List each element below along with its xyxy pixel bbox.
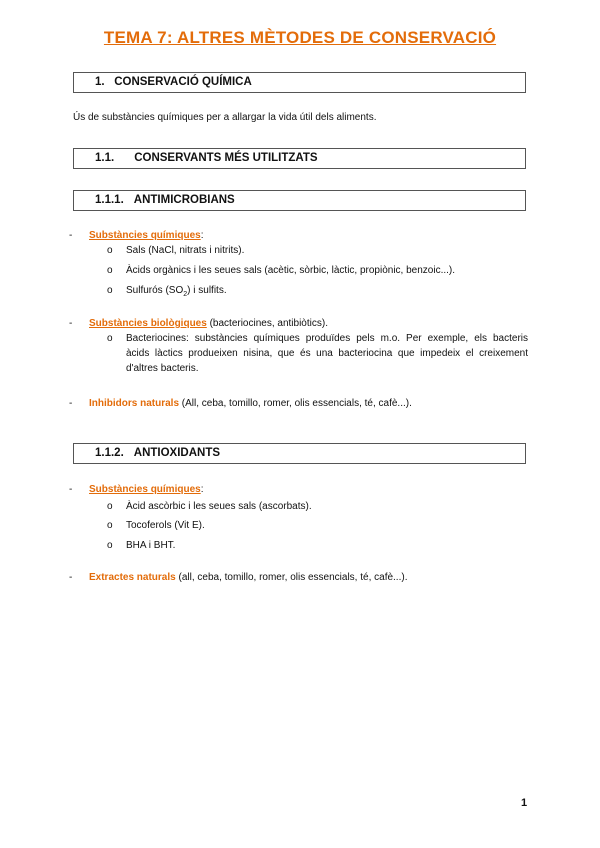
group-label: Substàncies químiques: [89, 230, 201, 241]
dash-bullet: -: [69, 318, 73, 329]
sub-list-item: Àcid ascòrbic i les seues sals (ascorbats).: [126, 501, 312, 512]
dash-bullet: -: [69, 484, 73, 495]
section-heading-1-1-1: [73, 190, 526, 211]
list-item: [89, 396, 412, 411]
group-label: Substàncies biològiques: [89, 318, 207, 329]
o-bullet: o: [107, 540, 113, 551]
group-label: Extractes naturals: [89, 572, 176, 583]
group-suffix: (all, ceba, tomillo, romer, olis essencials, té, cafè...).: [175, 572, 408, 583]
dash-bullet: -: [69, 572, 73, 583]
section-heading-1-1: [73, 148, 526, 169]
group-suffix: (All, ceba, tomillo, romer, olis essencials, té, cafè...).: [179, 398, 412, 409]
o-bullet: o: [107, 333, 113, 344]
group-label: Inhibidors naturals: [89, 398, 180, 409]
text-line: d'altres bacteris.: [126, 363, 199, 374]
list-item: [89, 482, 203, 497]
sub-list-item: BHA i BHT.: [126, 540, 176, 551]
list-item: [89, 570, 407, 585]
list-item: [89, 228, 203, 243]
sub-list-item: Sals (NaCl, nitrats i nitrits).: [126, 245, 245, 256]
sub-list-item: Tocoferols (Vit E).: [126, 520, 205, 531]
o-bullet: o: [107, 501, 113, 512]
text-line: àcids làctics produeixen nisina, que és una bacteriocina que impedeix el creixement: [126, 348, 528, 359]
o-bullet: o: [107, 265, 113, 276]
section-label: CONSERVANTS MÉS UTILITZATS: [134, 152, 318, 164]
o-bullet: o: [107, 285, 113, 296]
section-number: 1.: [95, 76, 105, 88]
section-heading-1-1-2: [73, 443, 526, 464]
section-number: 1.1.: [95, 152, 115, 164]
intro-text: Ús de substàncies químiques per a allargar la vida útil dels aliments.: [73, 112, 377, 123]
formula-subscript: 2: [183, 291, 188, 298]
page-title: TEMA 7: ALTRES MÈTODES DE CONSERVACIÓ: [103, 28, 497, 47]
group-suffix: :: [200, 230, 204, 241]
dash-bullet: -: [69, 398, 73, 409]
sub-list-item: Àcids orgànics i les seues sals (acètic, sòrbic, làctic, propiònic, benzoic...).: [126, 265, 456, 276]
group-label: Substàncies químiques: [89, 484, 201, 495]
section-heading-1: [73, 72, 526, 93]
o-bullet: o: [107, 520, 113, 531]
section-label: ANTIOXIDANTS: [133, 447, 221, 459]
text-line: Bacteriocines: substàncies químiques produïdes pels m.o. Per exemple, els bacteris: [126, 333, 528, 344]
o-bullet: o: [107, 245, 113, 256]
section-label: CONSERVACIÓ QUÍMICA: [114, 76, 252, 88]
section-label: ANTIMICROBIANS: [133, 194, 235, 206]
group-suffix: :: [200, 484, 204, 495]
page-number: 1: [521, 797, 528, 809]
group-suffix: (bacteriocines, antibiòtics).: [206, 318, 328, 329]
list-item: [89, 316, 328, 331]
formula-part: Sulfurós (SO: [126, 285, 184, 296]
section-number: 1.1.1.: [95, 194, 124, 206]
dash-bullet: -: [69, 230, 73, 241]
sub-list-item: [126, 331, 528, 376]
section-number: 1.1.2.: [95, 447, 124, 459]
formula-part: ) i sulfits.: [187, 285, 227, 296]
sub-list-item: [126, 283, 227, 302]
